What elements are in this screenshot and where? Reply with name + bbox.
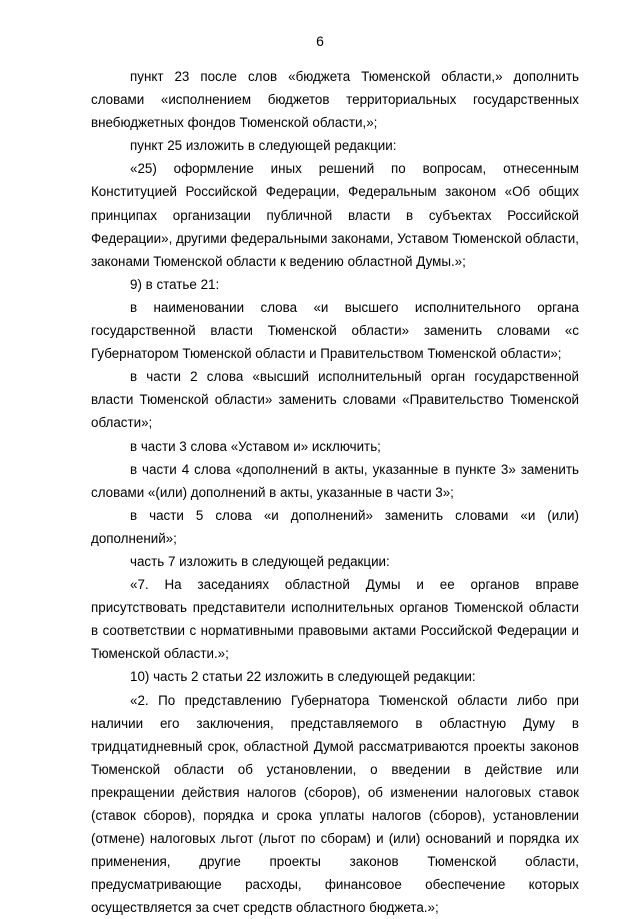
paragraph-clause-25-intro: пункт 25 изложить в следующей редакции: <box>130 138 397 154</box>
paragraph-article-21-part-5: в части 5 слова «и дополнений» заменить словами «и (или) дополнений»; <box>91 507 579 546</box>
page-number: 6 <box>316 33 324 49</box>
paragraph-article-21-part-2: в части 2 слова «высший исполнительный орган государственной власти Тюменской области» заменить словами «Правительство Тюменской области»; <box>91 369 579 431</box>
paragraph-item-10: 10) часть 2 статьи 22 изложить в следующей редакции: <box>130 669 476 685</box>
paragraph-article-22-part-2-text: «2. По представлению Губернатора Тюменской области либо при наличии его заключения, представляемого в областную Думу в тридцатидневный срок, областной Думой рассматриваются проекты законов Тюменской области об установлении, о введении в действие или прекращении действия налогов (сборов), об изменении налоговых ставок (ставок сборов), порядка и срока уплаты налогов (сборов), установлении (отмене) налоговых льгот (льгот по сборам) и (или) оснований и порядка их применения, другие проекты законов Тюменской области, предусматривающие расходы, финансовое обеспечение которых осуществляется за счет средств областного бюджета.»; <box>91 692 579 916</box>
paragraph-clause-23: пункт 23 после слов «бюджета Тюменской области,» дополнить словами «исполнением бюджетов территориальных государственных внебюджетных фондов Тюменской области,»; <box>91 69 579 131</box>
paragraph-article-21-part-4: в части 4 слова «дополнений в акты, указанные в пункте 3» заменить словами «(или) дополнений в акты, указанные в части 3»; <box>91 461 579 500</box>
paragraph-item-9: 9) в статье 21: <box>130 276 220 292</box>
paragraph-article-21-part-7-text: «7. На заседаниях областной Думы и ее органов вправе присутствовать представители исполнительных органов Тюменской области в соответствии с нормативными правовыми актами Российской Федерации и Тюменской области.»; <box>91 577 579 662</box>
paragraph-clause-25-text: «25) оформление иных решений по вопросам, отнесенным Конституцией Российской Федерации, Федеральным законом «Об общих принципах организации публичной власти в субъектах Российской Федерации», другими федеральными законами, Уставом Тюменской области, законами Тюменской области к ведению областной Думы.»; <box>91 161 579 269</box>
paragraph-article-21-title: в наименовании слова «и высшего исполнительного органа государственной власти Тюменской области» заменить словами «с Губернатором Тюменской области и Правительством Тюменской области»; <box>91 299 579 362</box>
paragraph-article-21-part-3: в части 3 слова «Уставом и» исключить; <box>130 438 381 454</box>
document-body <box>91 65 579 919</box>
paragraph-article-21-part-7-intro: часть 7 изложить в следующей редакции: <box>130 553 390 569</box>
